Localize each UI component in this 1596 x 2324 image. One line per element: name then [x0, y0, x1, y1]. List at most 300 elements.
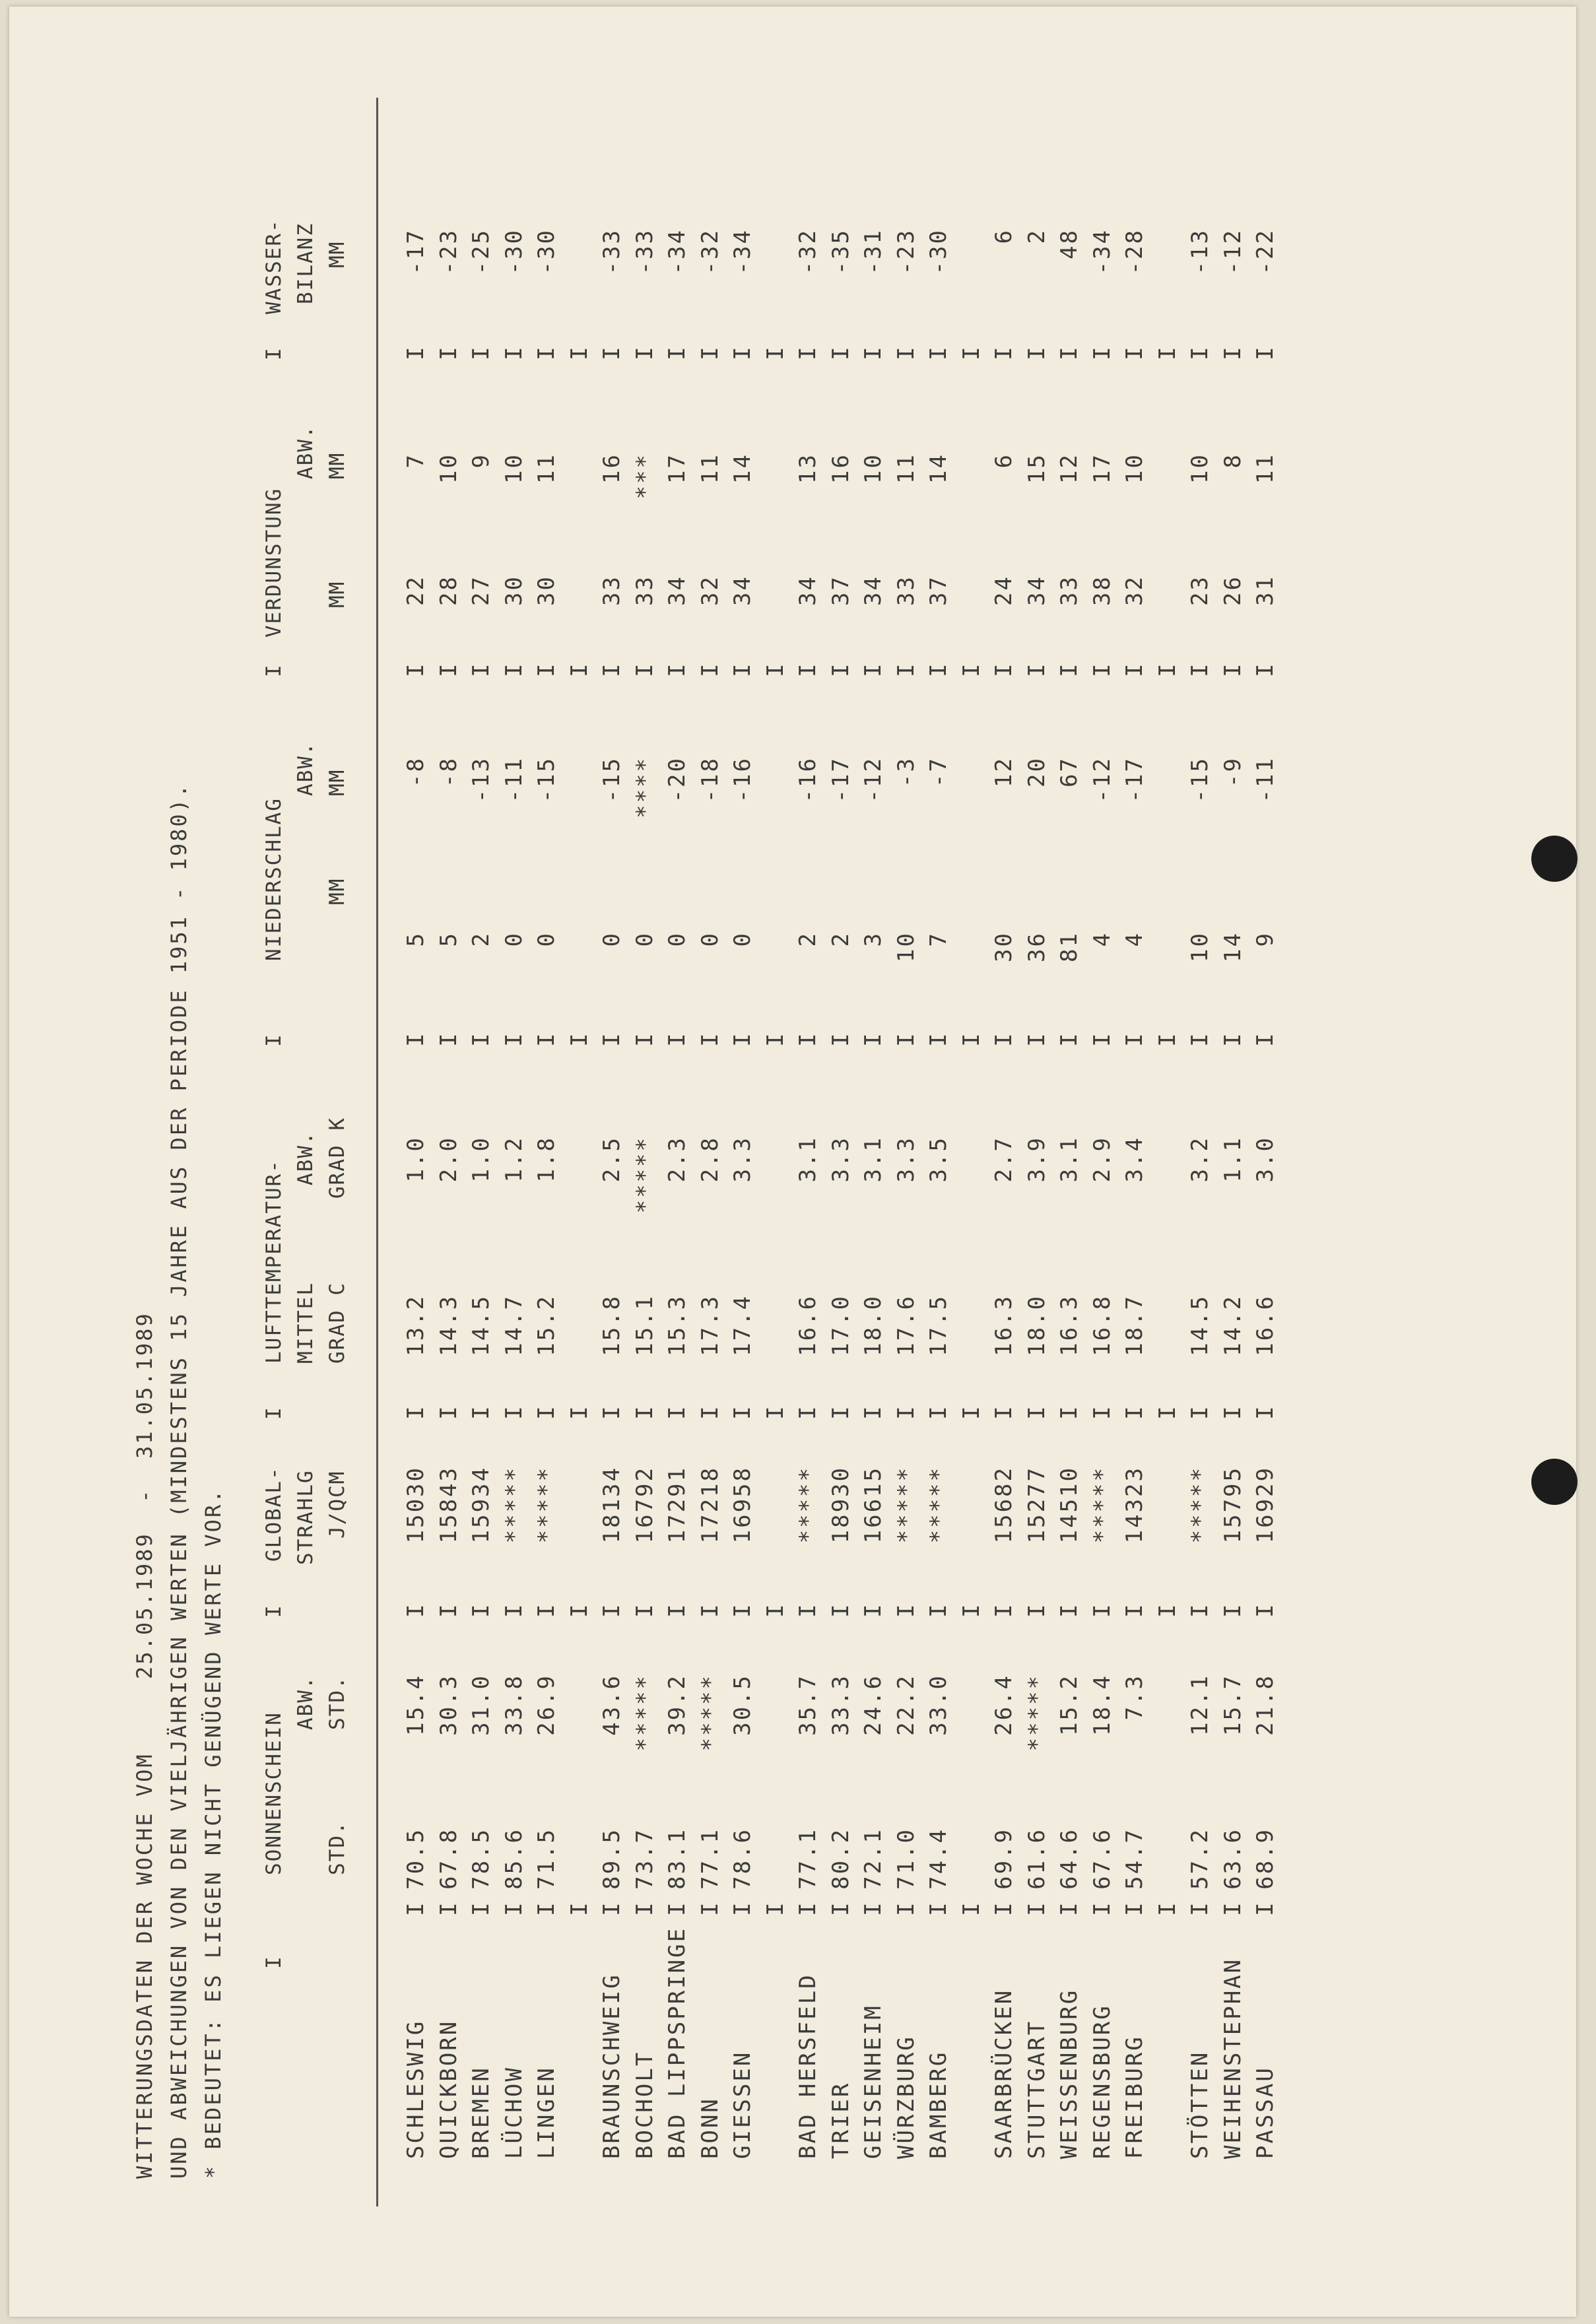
precipitation: 4: [1088, 931, 1115, 947]
column-separator: I: [1219, 1602, 1246, 1618]
global-radiation: 17291: [664, 1466, 690, 1544]
evaporation: 34: [795, 575, 821, 606]
precipitation-deviation: -12: [860, 756, 886, 803]
temperature-mean: 15.8: [599, 1294, 625, 1356]
evaporation-deviation: 14: [729, 453, 756, 484]
column-separator: I: [696, 1900, 723, 1916]
table-row: [893, 0, 919, 2324]
column-separator: I: [566, 1031, 593, 1047]
evaporation-deviation: 11: [533, 453, 560, 484]
evaporation-deviation: 11: [696, 453, 723, 484]
evaporation-deviation: 7: [403, 453, 429, 469]
column-separator: I: [860, 1404, 886, 1420]
global-radiation: 14510: [1056, 1466, 1082, 1544]
station-name: SCHLESWIG: [403, 2019, 429, 2159]
precipitation-deviation: -13: [468, 756, 494, 803]
temperature-deviation: 3.5: [925, 1136, 952, 1183]
evaporation-deviation: 12: [1056, 453, 1082, 484]
header-evap-abw-mm: MM: [325, 451, 349, 479]
column-separator: I: [566, 661, 593, 677]
column-separator: I: [262, 1956, 286, 1969]
column-separator: I: [892, 1900, 919, 1916]
header-prec-abw: ABW.: [294, 741, 317, 796]
precipitation-deviation: -12: [1088, 756, 1115, 803]
station-name: PASSAU: [1252, 2066, 1279, 2159]
header-temp-grad-k: GRAD K: [325, 1117, 349, 1199]
station-name: GEISENHEIM: [860, 2004, 886, 2159]
temperature-mean: 16.3: [1056, 1294, 1082, 1356]
sunshine-hours: 71.5: [533, 1828, 560, 1890]
column-separator: I: [599, 661, 625, 677]
water-balance: -35: [827, 228, 854, 275]
precipitation-deviation: -16: [729, 756, 756, 803]
precipitation: 0: [599, 931, 625, 947]
sunshine-hours: 71.0: [892, 1828, 919, 1890]
global-radiation: 15682: [991, 1466, 1017, 1544]
column-separator: I: [435, 1602, 462, 1618]
sunshine-hours: 54.7: [1121, 1828, 1148, 1890]
evaporation: 30: [500, 575, 527, 606]
temperature-deviation: 2.8: [696, 1136, 723, 1183]
evaporation-deviation: 10: [860, 453, 886, 484]
table-row: [599, 0, 625, 2324]
column-separator: I: [795, 1031, 821, 1047]
table-row: [1187, 0, 1213, 2324]
precipitation: 5: [435, 931, 462, 947]
column-separator: I: [468, 1404, 494, 1420]
precipitation-deviation: ****: [631, 756, 658, 818]
precipitation-deviation: -3: [892, 756, 919, 787]
station-name: BREMEN: [468, 2066, 494, 2159]
header-evap-abw: ABW.: [294, 424, 317, 479]
precipitation: 36: [1023, 931, 1050, 962]
global-radiation: *****: [500, 1466, 527, 1544]
precipitation: 5: [403, 931, 429, 947]
column-separator: I: [860, 661, 886, 677]
water-balance: 2: [1023, 228, 1050, 244]
column-separator: I: [991, 1404, 1017, 1420]
column-separator: I: [860, 1031, 886, 1047]
temperature-deviation: 2.5: [599, 1136, 625, 1183]
table-row: [795, 0, 821, 2324]
sunshine-deviation: 26.9: [533, 1674, 560, 1736]
column-separator: I: [1252, 1602, 1279, 1618]
header-sunshine-abw: ABW.: [294, 1675, 317, 1730]
water-balance: -23: [435, 228, 462, 275]
precipitation: 0: [696, 931, 723, 947]
evaporation-deviation: 16: [599, 453, 625, 484]
column-separator: I: [827, 345, 854, 360]
precipitation: 9: [1252, 931, 1279, 947]
header-prec-mm: MM: [325, 877, 349, 905]
column-separator: I: [664, 1404, 690, 1420]
column-separator: I: [1187, 1900, 1213, 1916]
column-separator: I: [664, 661, 690, 677]
water-balance: -32: [696, 228, 723, 275]
sunshine-hours: 67.8: [435, 1828, 462, 1890]
precipitation: 7: [925, 931, 952, 947]
station-name: BONN: [696, 2097, 723, 2159]
evaporation-deviation: 10: [1187, 453, 1213, 484]
table-row: [403, 0, 429, 2324]
evaporation: 37: [925, 575, 952, 606]
global-radiation: 18134: [599, 1466, 625, 1544]
global-radiation: 16792: [631, 1466, 658, 1544]
column-separator: I: [991, 661, 1017, 677]
column-separator: I: [1219, 1900, 1246, 1916]
temperature-mean: 17.4: [729, 1294, 756, 1356]
temperature-deviation: 3.4: [1121, 1136, 1148, 1183]
column-separator: I: [1056, 1602, 1082, 1618]
column-separator: I: [1088, 1404, 1115, 1420]
evaporation: 34: [1023, 575, 1050, 606]
column-separator: I: [500, 1031, 527, 1047]
column-separator: I: [1252, 345, 1279, 360]
temperature-mean: 16.6: [795, 1294, 821, 1356]
column-separator: I: [631, 661, 658, 677]
precipitation-deviation: -15: [1187, 756, 1213, 803]
temperature-deviation: 3.2: [1187, 1136, 1213, 1183]
sunshine-hours: 61.6: [1023, 1828, 1050, 1890]
column-separator: I: [925, 345, 952, 360]
column-separator: I: [1219, 1031, 1246, 1047]
temperature-mean: 18.7: [1121, 1294, 1148, 1356]
column-separator: I: [1252, 1031, 1279, 1047]
station-name: TRIER: [827, 2081, 854, 2159]
column-separator: I: [500, 1900, 527, 1916]
column-separator: I: [1154, 1404, 1181, 1420]
temperature-mean: 14.7: [500, 1294, 527, 1356]
precipitation: 81: [1056, 931, 1082, 962]
table-row: [501, 0, 527, 2324]
column-separator: I: [892, 661, 919, 677]
evaporation: 28: [435, 575, 462, 606]
column-separator: I: [435, 1404, 462, 1420]
evaporation: 30: [533, 575, 560, 606]
column-separator: I: [1154, 661, 1181, 677]
column-separator: I: [435, 345, 462, 360]
column-separator: I: [664, 1602, 690, 1618]
global-radiation: 15030: [403, 1466, 429, 1544]
precipitation-deviation: -17: [827, 756, 854, 803]
water-balance: -13: [1187, 228, 1213, 275]
temperature-mean: 14.3: [435, 1294, 462, 1356]
column-separator: I: [599, 1031, 625, 1047]
table-row: [664, 0, 690, 2324]
column-separator: I: [631, 1031, 658, 1047]
evaporation: 34: [729, 575, 756, 606]
header-sunshine: SONNENSCHEIN: [262, 1711, 286, 1875]
precipitation: 4: [1121, 931, 1148, 947]
precipitation-deviation: -20: [664, 756, 690, 803]
column-separator: I: [860, 345, 886, 360]
evaporation: 33: [599, 575, 625, 606]
column-separator: I: [696, 1404, 723, 1420]
evaporation-deviation: 16: [827, 453, 854, 484]
sunshine-deviation: 15.7: [1219, 1674, 1246, 1736]
global-radiation: 15795: [1219, 1466, 1246, 1544]
temperature-deviation: *****: [631, 1136, 658, 1214]
column-separator: I: [1219, 661, 1246, 677]
report-title: WITTERUNGSDATEN DER WOCHE VOM 25.05.1989 - 31.05.1989: [132, 1311, 157, 2179]
station-name: QUICKBORN: [435, 2019, 462, 2159]
table-spacer-row: [566, 0, 593, 2324]
column-separator: I: [1121, 1404, 1148, 1420]
station-name: WEISSENBURG: [1056, 1988, 1082, 2159]
column-separator: I: [762, 1404, 789, 1420]
water-balance: -30: [925, 228, 952, 275]
column-separator: I: [1219, 1404, 1246, 1420]
evaporation-deviation: 11: [892, 453, 919, 484]
sunshine-hours: 68.9: [1252, 1828, 1279, 1890]
sunshine-hours: 80.2: [827, 1828, 854, 1890]
temperature-mean: 14.5: [1187, 1294, 1213, 1356]
column-separator: I: [1088, 1602, 1115, 1618]
precipitation-deviation: 12: [991, 756, 1017, 787]
column-separator: I: [1154, 345, 1181, 360]
column-separator: I: [696, 345, 723, 360]
sunshine-deviation: 7.3: [1121, 1674, 1148, 1721]
global-radiation: *****: [925, 1466, 952, 1544]
evaporation-deviation: 11: [1252, 453, 1279, 484]
station-name: STUTTGART: [1023, 2019, 1050, 2159]
temperature-mean: 13.2: [403, 1294, 429, 1356]
header-temp-grad-c: GRAD C: [325, 1282, 349, 1364]
temperature-mean: 17.5: [925, 1294, 952, 1356]
sunshine-deviation: 33.3: [827, 1674, 854, 1736]
station-name: BOCHOLT: [631, 2050, 658, 2159]
sunshine-deviation: 33.8: [500, 1674, 527, 1736]
global-radiation: 15934: [468, 1466, 494, 1544]
sunshine-deviation: 31.0: [468, 1674, 494, 1736]
sunshine-deviation: *****: [631, 1674, 658, 1752]
precipitation: 2: [795, 931, 821, 947]
precipitation: 0: [500, 931, 527, 947]
temperature-deviation: 2.7: [991, 1136, 1017, 1183]
column-separator: I: [795, 1900, 821, 1916]
global-radiation: 16958: [729, 1466, 756, 1544]
table-row: [828, 0, 854, 2324]
column-separator: I: [991, 1031, 1017, 1047]
column-separator: I: [827, 661, 854, 677]
table-row: [1056, 0, 1082, 2324]
sunshine-deviation: *****: [1023, 1674, 1050, 1752]
sunshine-hours: 67.6: [1088, 1828, 1115, 1890]
column-separator: I: [533, 1602, 560, 1618]
column-separator: I: [435, 1900, 462, 1916]
table-spacer-row: [762, 0, 789, 2324]
column-separator: I: [566, 1602, 593, 1618]
table-row: [1089, 0, 1115, 2324]
evaporation: 24: [991, 575, 1017, 606]
evaporation-deviation: 9: [468, 453, 494, 469]
sunshine-deviation: 26.4: [991, 1674, 1017, 1736]
header-water-balance: WASSER-: [262, 218, 286, 314]
sunshine-hours: 74.4: [925, 1828, 952, 1890]
sunshine-hours: 78.5: [468, 1828, 494, 1890]
evaporation-deviation: 17: [1088, 453, 1115, 484]
column-separator: I: [631, 1900, 658, 1916]
column-separator: I: [696, 1031, 723, 1047]
header-temperature: LUFTTEMPERATUR-: [262, 1159, 286, 1364]
header-precipitation: NIEDERSCHLAG: [262, 797, 286, 961]
column-separator: I: [958, 1602, 985, 1618]
water-balance: 6: [991, 228, 1017, 244]
precipitation: 14: [1219, 931, 1246, 962]
column-separator: I: [1121, 1031, 1148, 1047]
evaporation: 33: [1056, 575, 1082, 606]
sunshine-deviation: 12.1: [1187, 1674, 1213, 1736]
station-name: BAD HERSFELD: [795, 1973, 821, 2159]
column-separator: I: [892, 1404, 919, 1420]
column-separator: I: [1088, 345, 1115, 360]
column-separator: I: [958, 1031, 985, 1047]
column-separator: I: [1121, 345, 1148, 360]
sunshine-hours: 63.6: [1219, 1828, 1246, 1890]
table-spacer-row: [1154, 0, 1181, 2324]
column-separator: I: [1187, 661, 1213, 677]
column-separator: I: [1121, 1602, 1148, 1618]
column-separator: I: [435, 1031, 462, 1047]
column-separator: I: [762, 1602, 789, 1618]
column-separator: I: [631, 1404, 658, 1420]
column-separator: I: [599, 1602, 625, 1618]
temperature-mean: 15.2: [533, 1294, 560, 1356]
temperature-mean: 16.8: [1088, 1294, 1115, 1356]
table-row: [925, 0, 952, 2324]
global-radiation: 15277: [1023, 1466, 1050, 1544]
sunshine-hours: 57.2: [1187, 1828, 1213, 1890]
sunshine-deviation: 18.4: [1088, 1674, 1115, 1736]
evaporation-deviation: 10: [435, 453, 462, 484]
column-separator: I: [468, 1602, 494, 1618]
evaporation-deviation: 6: [991, 453, 1017, 469]
station-name: WEIHENSTEPHAN: [1219, 1957, 1246, 2159]
table-row: [1220, 0, 1246, 2324]
header-sunshine-std: STD.: [325, 1820, 349, 1875]
temperature-deviation: 3.9: [1023, 1136, 1050, 1183]
sunshine-deviation: 35.7: [795, 1674, 821, 1736]
column-separator: I: [991, 345, 1017, 360]
water-balance: -30: [533, 228, 560, 275]
precipitation-deviation: -8: [435, 756, 462, 787]
sunshine-hours: 78.6: [729, 1828, 756, 1890]
precipitation: 0: [664, 931, 690, 947]
temperature-deviation: 3.0: [1252, 1136, 1279, 1183]
evaporation-deviation: 10: [1121, 453, 1148, 484]
column-separator: I: [533, 661, 560, 677]
column-separator: I: [696, 1602, 723, 1618]
column-separator: I: [664, 345, 690, 360]
water-balance: -22: [1252, 228, 1279, 275]
water-balance: 48: [1056, 228, 1082, 259]
column-separator: I: [729, 1404, 756, 1420]
evaporation: 33: [631, 575, 658, 606]
evaporation-deviation: 13: [795, 453, 821, 484]
header-global-unit: J/QCM: [325, 1470, 349, 1539]
temperature-deviation: 1.2: [500, 1136, 527, 1183]
column-separator: I: [762, 1031, 789, 1047]
column-separator: I: [403, 661, 429, 677]
header-global: GLOBAL-: [262, 1466, 286, 1562]
column-separator: I: [729, 345, 756, 360]
column-separator: I: [795, 1404, 821, 1420]
table-row: [632, 0, 658, 2324]
water-balance: -33: [631, 228, 658, 275]
table-row: [436, 0, 462, 2324]
sunshine-deviation: 15.4: [403, 1674, 429, 1736]
column-separator: I: [958, 345, 985, 360]
sunshine-deviation: 22.2: [892, 1674, 919, 1736]
precipitation: 2: [468, 931, 494, 947]
station-name: FREIBURG: [1121, 2035, 1148, 2159]
temperature-deviation: 3.1: [795, 1136, 821, 1183]
evaporation: 32: [1121, 575, 1148, 606]
precipitation-deviation: 67: [1056, 756, 1082, 787]
precipitation-deviation: -15: [599, 756, 625, 803]
temperature-deviation: 2.0: [435, 1136, 462, 1183]
sunshine-deviation: 30.3: [435, 1674, 462, 1736]
temperature-mean: 14.2: [1219, 1294, 1246, 1356]
precipitation: 0: [533, 931, 560, 947]
precipitation-deviation: -18: [696, 756, 723, 803]
evaporation: 37: [827, 575, 854, 606]
global-radiation: 16929: [1252, 1466, 1279, 1544]
column-separator: I: [468, 1900, 494, 1916]
column-separator: I: [1023, 1404, 1050, 1420]
column-separator: I: [860, 1900, 886, 1916]
column-separator: I: [1154, 1900, 1181, 1916]
precipitation-deviation: -9: [1219, 756, 1246, 787]
sunshine-hours: 85.6: [500, 1828, 527, 1890]
column-separator: I: [1056, 1031, 1082, 1047]
table-spacer-row: [958, 0, 985, 2324]
table-row: [991, 0, 1017, 2324]
temperature-deviation: 3.3: [729, 1136, 756, 1183]
evaporation-deviation: 15: [1023, 453, 1050, 484]
temperature-mean: 17.0: [827, 1294, 854, 1356]
station-name: BAMBERG: [925, 2050, 952, 2159]
water-balance: -34: [1088, 228, 1115, 275]
column-separator: I: [827, 1602, 854, 1618]
sunshine-deviation: 15.2: [1056, 1674, 1082, 1736]
temperature-deviation: 2.9: [1088, 1136, 1115, 1183]
temperature-mean: 16.6: [1252, 1294, 1279, 1356]
evaporation: 34: [664, 575, 690, 606]
precipitation-deviation: -8: [403, 756, 429, 787]
header-water-balance-mm: MM: [325, 240, 349, 268]
column-separator: I: [991, 1602, 1017, 1618]
station-name: STÖTTEN: [1187, 2050, 1213, 2159]
water-balance: -32: [795, 228, 821, 275]
table-row: [697, 0, 723, 2324]
column-separator: I: [1154, 1031, 1181, 1047]
header-temp-mittel: MITTEL: [294, 1282, 317, 1364]
column-separator: I: [729, 1602, 756, 1618]
column-separator: I: [262, 1605, 286, 1618]
station-name: WÜRZBURG: [892, 2035, 919, 2159]
header-temp-abw: ABW.: [294, 1131, 317, 1185]
water-balance: -34: [729, 228, 756, 275]
precipitation: 0: [631, 931, 658, 947]
sunshine-deviation: 30.5: [729, 1674, 756, 1736]
global-radiation: *****: [892, 1466, 919, 1544]
temperature-deviation: 1.0: [403, 1136, 429, 1183]
evaporation: 22: [403, 575, 429, 606]
column-separator: I: [262, 348, 286, 360]
global-radiation: 16615: [860, 1466, 886, 1544]
column-separator: I: [729, 661, 756, 677]
